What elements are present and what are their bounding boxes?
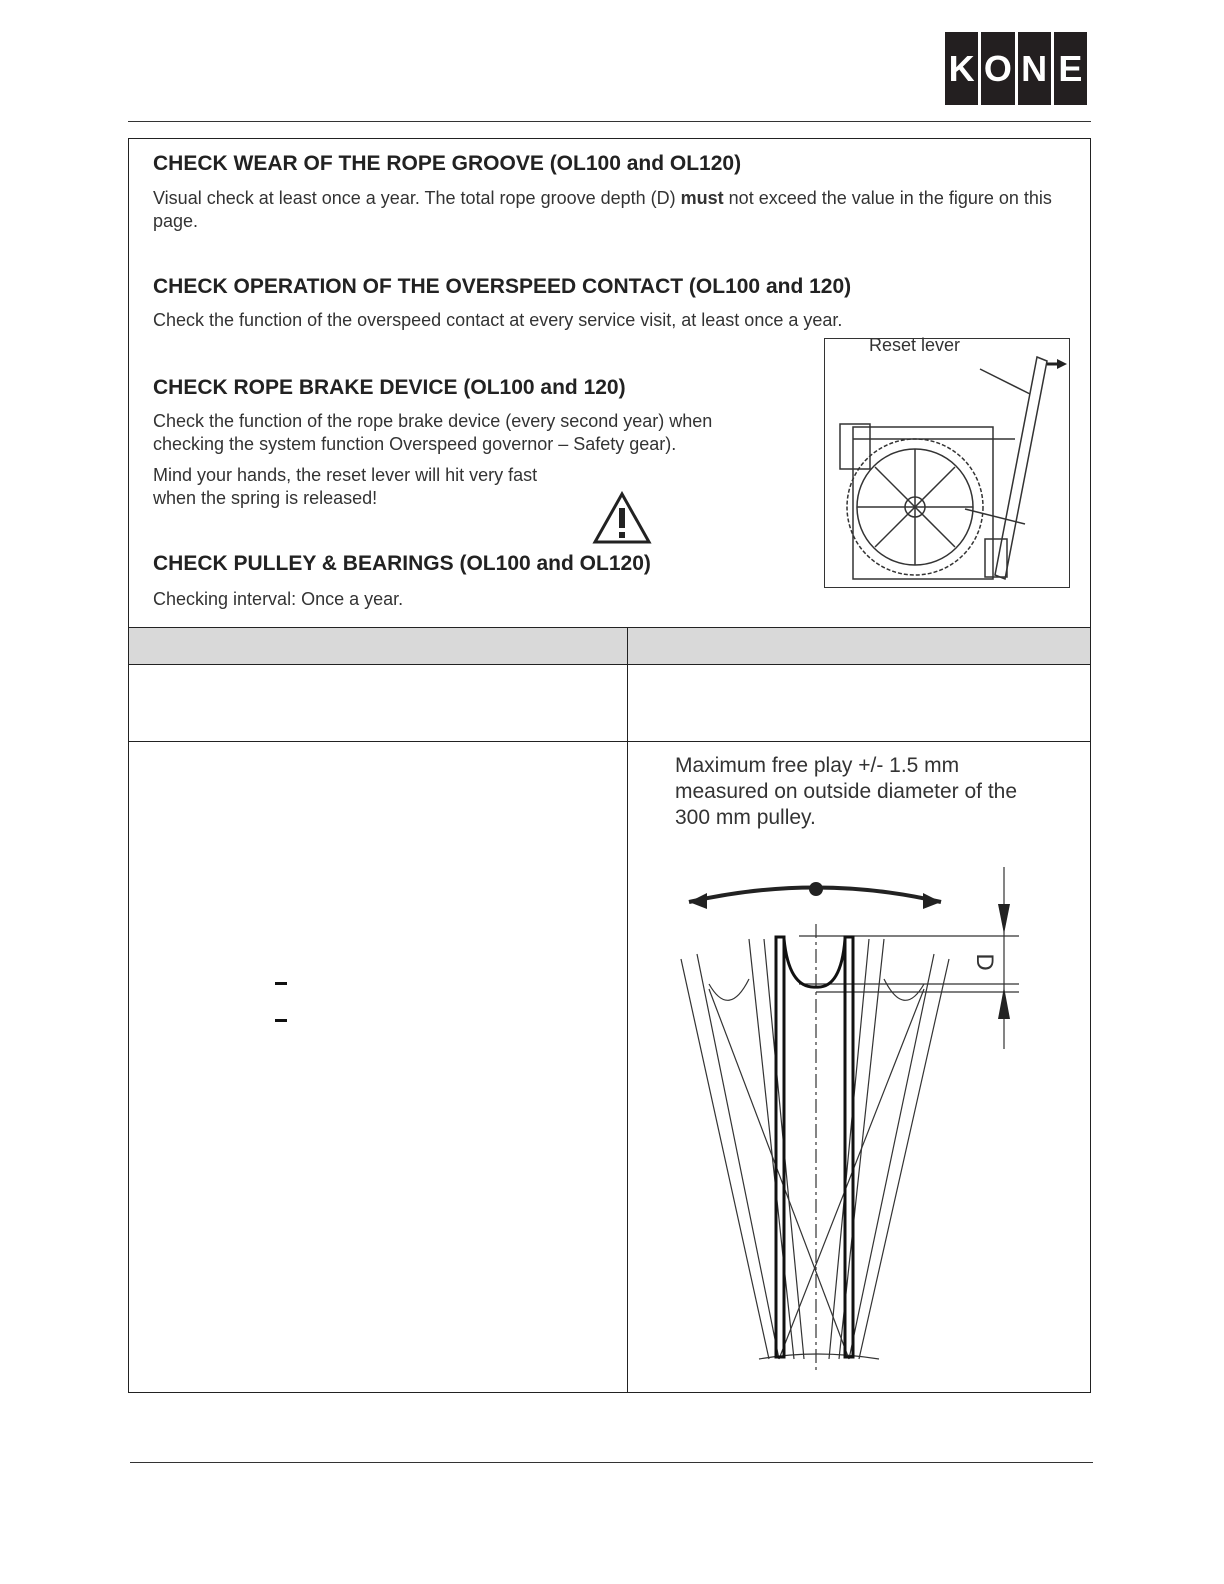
warning-text: Mind your hands, the reset lever will hit very fast when the spring is released! bbox=[153, 465, 538, 508]
reset-lever-figure bbox=[824, 335, 1070, 588]
section-text: Visual check at least once a year. The total rope groove depth (D) must not exceed the value in the figure on this page. bbox=[153, 188, 1052, 231]
pulley-groove-drawing bbox=[669, 859, 1029, 1379]
content-box bbox=[128, 138, 1091, 1393]
logo-letter: O bbox=[981, 32, 1014, 105]
dash-mark bbox=[275, 982, 287, 985]
section-heading: CHECK ROPE BRAKE DEVICE (OL100 and 120) bbox=[153, 376, 626, 399]
dash-mark bbox=[275, 1019, 287, 1022]
footer-divider bbox=[130, 1462, 1093, 1463]
section-heading: CHECK WEAR OF THE ROPE GROOVE (OL100 and OL120) bbox=[153, 152, 742, 175]
logo-letter: N bbox=[1018, 32, 1051, 105]
logo-letter: E bbox=[1054, 32, 1087, 105]
section-heading: CHECK PULLEY & BEARINGS (OL100 and OL120) bbox=[153, 552, 651, 575]
kone-logo bbox=[945, 32, 1087, 105]
logo-letter: K bbox=[945, 32, 978, 105]
depth-label: D bbox=[971, 953, 998, 971]
table-header-row bbox=[129, 627, 1090, 665]
section-heading: CHECK OPERATION OF THE OVERSPEED CONTACT (OL100 and 120) bbox=[153, 275, 852, 298]
section-text: Checking interval: Once a year. bbox=[153, 589, 404, 609]
reset-lever-label: Reset lever bbox=[869, 335, 961, 355]
section-text: Check the function of the overspeed contact at every service visit, at least once a year. bbox=[153, 310, 843, 330]
warning-triangle-icon bbox=[592, 491, 652, 545]
section-text: Check the function of the rope brake device (every second year) when checking the system function Overspeed governor – Safety gear). bbox=[153, 411, 713, 454]
header-divider bbox=[128, 121, 1091, 122]
pulley-caption: Maximum free play +/- 1.5 mm measured on outside diameter of the 300 mm pulley. bbox=[675, 754, 1018, 829]
table-row-divider bbox=[129, 741, 1090, 742]
rope-brake-drawing bbox=[825, 339, 1069, 587]
table-column-divider bbox=[627, 627, 628, 1392]
